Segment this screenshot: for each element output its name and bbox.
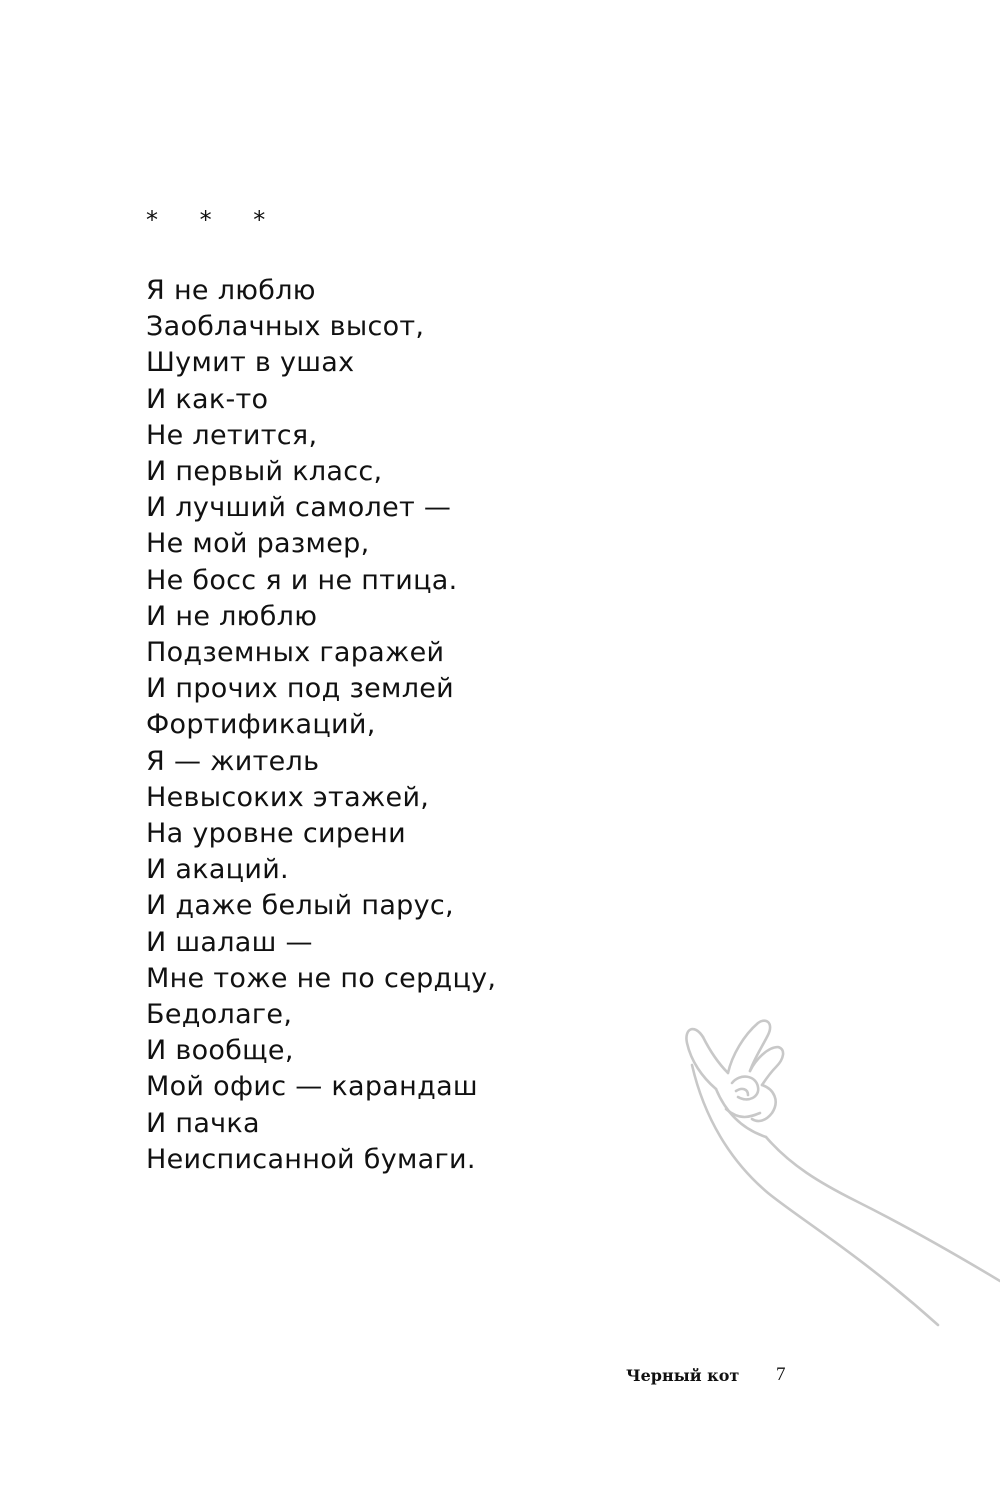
poem-line: Я не люблю [146, 275, 316, 306]
poem-line: Подземных гаражей [146, 637, 445, 669]
poem-line: И шалаш — [146, 926, 313, 958]
poem-line: Мне тоже не по сердцу, [146, 962, 497, 994]
poem-line: И пачка [146, 1107, 260, 1139]
poem-line: На уровне сирени [146, 818, 406, 850]
running-footer-title: Черный кот [626, 1366, 740, 1385]
poem-line: Бедолаге, [146, 999, 293, 1031]
poem-line: И акаций. [146, 854, 289, 886]
poem [146, 273, 496, 1178]
poem-line: И вообще, [146, 1035, 294, 1067]
poem-line: Не босс я и не птица. [146, 564, 458, 596]
poem-line: Не мой размер, [146, 528, 370, 560]
poem-line: Мой офис — карандаш [146, 1071, 478, 1103]
poem-line: И прочих под землей [146, 673, 455, 705]
poem-line: И не люблю [146, 600, 318, 632]
poem-line: Неисписанной бумаги. [146, 1143, 476, 1175]
poem-line: Невысоких этажей, [146, 781, 430, 813]
poem-line: И лучший самолет — [146, 492, 452, 524]
poem-line: Заоблачных высот, [146, 311, 425, 343]
page-number: 7 [776, 1364, 786, 1385]
section-separator: * * * [146, 206, 283, 234]
hand-illustration-icon [670, 1005, 1000, 1335]
poem-line: Не летится, [146, 419, 318, 451]
poem-line: Шумит в ушах [146, 347, 355, 379]
poem-line: Фортификаций, [146, 709, 376, 741]
poem-line: И как-то [146, 383, 269, 415]
poem-line: И даже белый парус, [146, 890, 454, 922]
poem-line: И первый класс, [146, 456, 383, 488]
poem-line: Я — житель [146, 745, 320, 777]
